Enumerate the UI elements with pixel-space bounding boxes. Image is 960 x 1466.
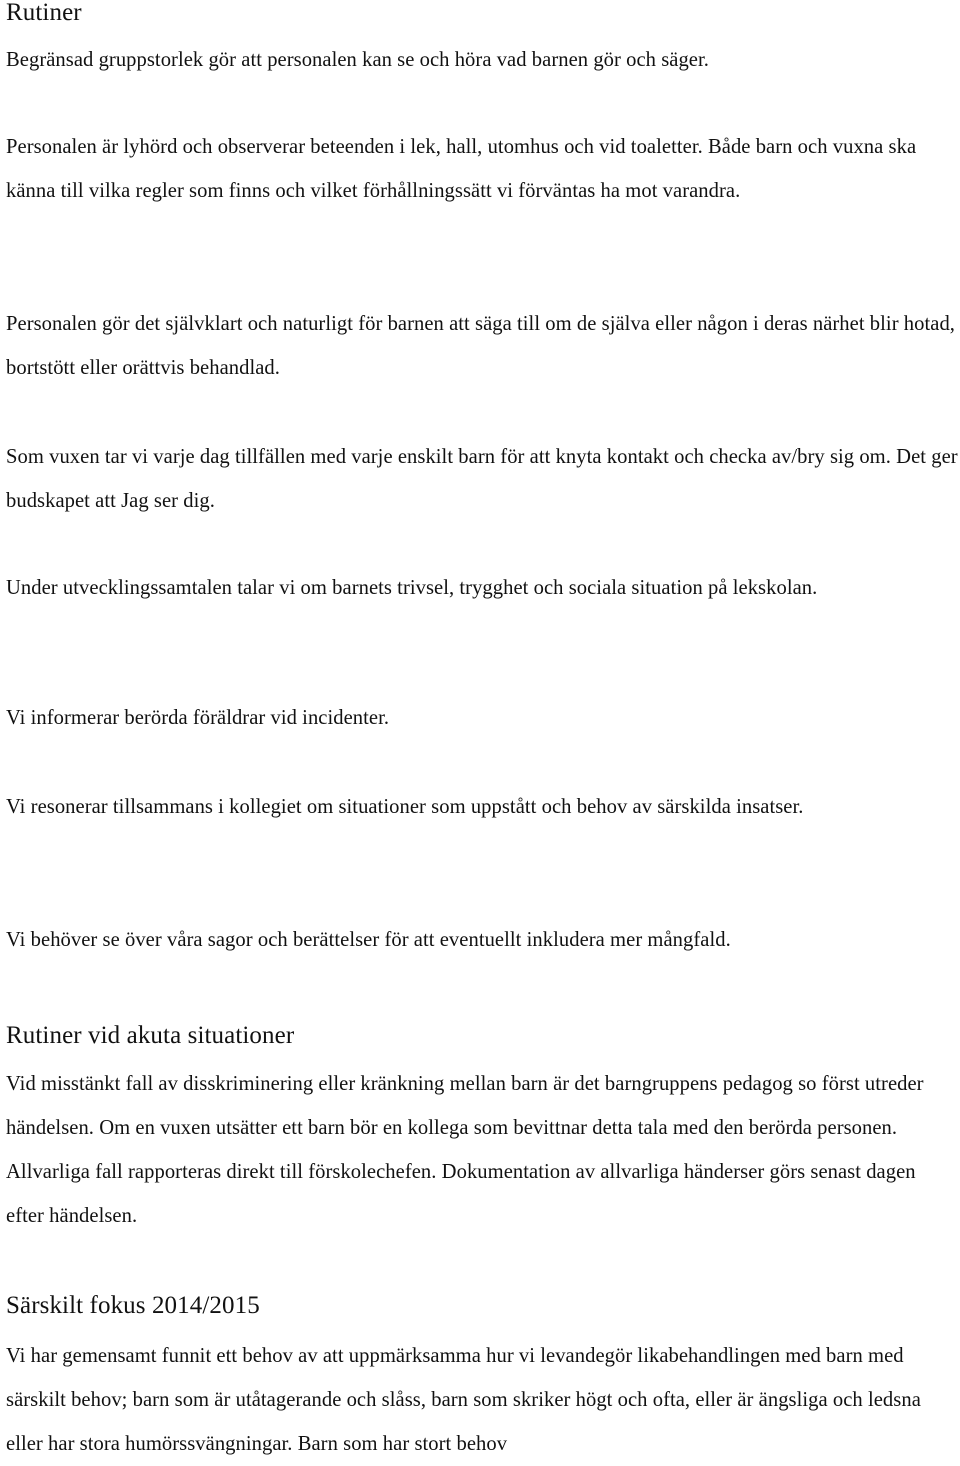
paragraph: Vi behöver se över våra sagor och berättelser för att eventuellt inkludera mer mångfald. — [6, 929, 731, 951]
paragraph: Vi resonerar tillsammans i kollegiet om situationer som uppstått och behov av särskilda insatser. — [6, 796, 804, 818]
paragraph: Vid misstänkt fall av disskriminering eller kränkning mellan barn är det barngruppens pedagog so först utreder händelsen. Om en vuxen utsätter ett barn bör en kollega som bevittnar detta tala med den berörda personen. Allvarliga fall rapporteras direkt till förskolechefen. Dokumentation av allvarliga händerser görs senast dagen efter händelsen. — [6, 1073, 924, 1227]
paragraph: Vi har gemensamt funnit ett behov av att uppmärksamma hur vi levandegör likabehandlingen med barn med särskilt behov; barn som är utåtagerande och slåss, barn som skriker högt och ofta, eller är ängsliga och ledsna eller har stora humörssvängningar. Barn som har stort behov — [6, 1345, 921, 1455]
section-heading-sarskilt-fokus: Särskilt fokus 2014/2015 — [6, 1292, 260, 1319]
paragraph: Begränsad gruppstorlek gör att personalen kan se och höra vad barnen gör och säger. — [6, 49, 709, 71]
paragraph: Under utvecklingssamtalen talar vi om barnets trivsel, trygghet och sociala situation på lekskolan. — [6, 577, 818, 599]
paragraph: Vi informerar berörda föräldrar vid incidenter. — [6, 707, 390, 729]
paragraph: Personalen gör det självklart och naturligt för barnen att säga till om de själva eller någon i deras närhet blir hotad, bortstött eller orättvis behandlad. — [6, 313, 956, 379]
section-heading-rutiner: Rutiner — [6, 0, 82, 26]
paragraph: Som vuxen tar vi varje dag tillfällen med varje enskilt barn för att knyta kontakt och checka av/bry sig om. Det ger budskapet att Jag ser dig. — [6, 446, 958, 512]
section-heading-akuta-situationer: Rutiner vid akuta situationer — [6, 1022, 295, 1049]
paragraph: Personalen är lyhörd och observerar beteenden i lek, hall, utomhus och vid toaletter. Både barn och vuxna ska känna till vilka regler som finns och vilket förhållningssätt vi förväntas ha mot varandra. — [6, 136, 917, 202]
